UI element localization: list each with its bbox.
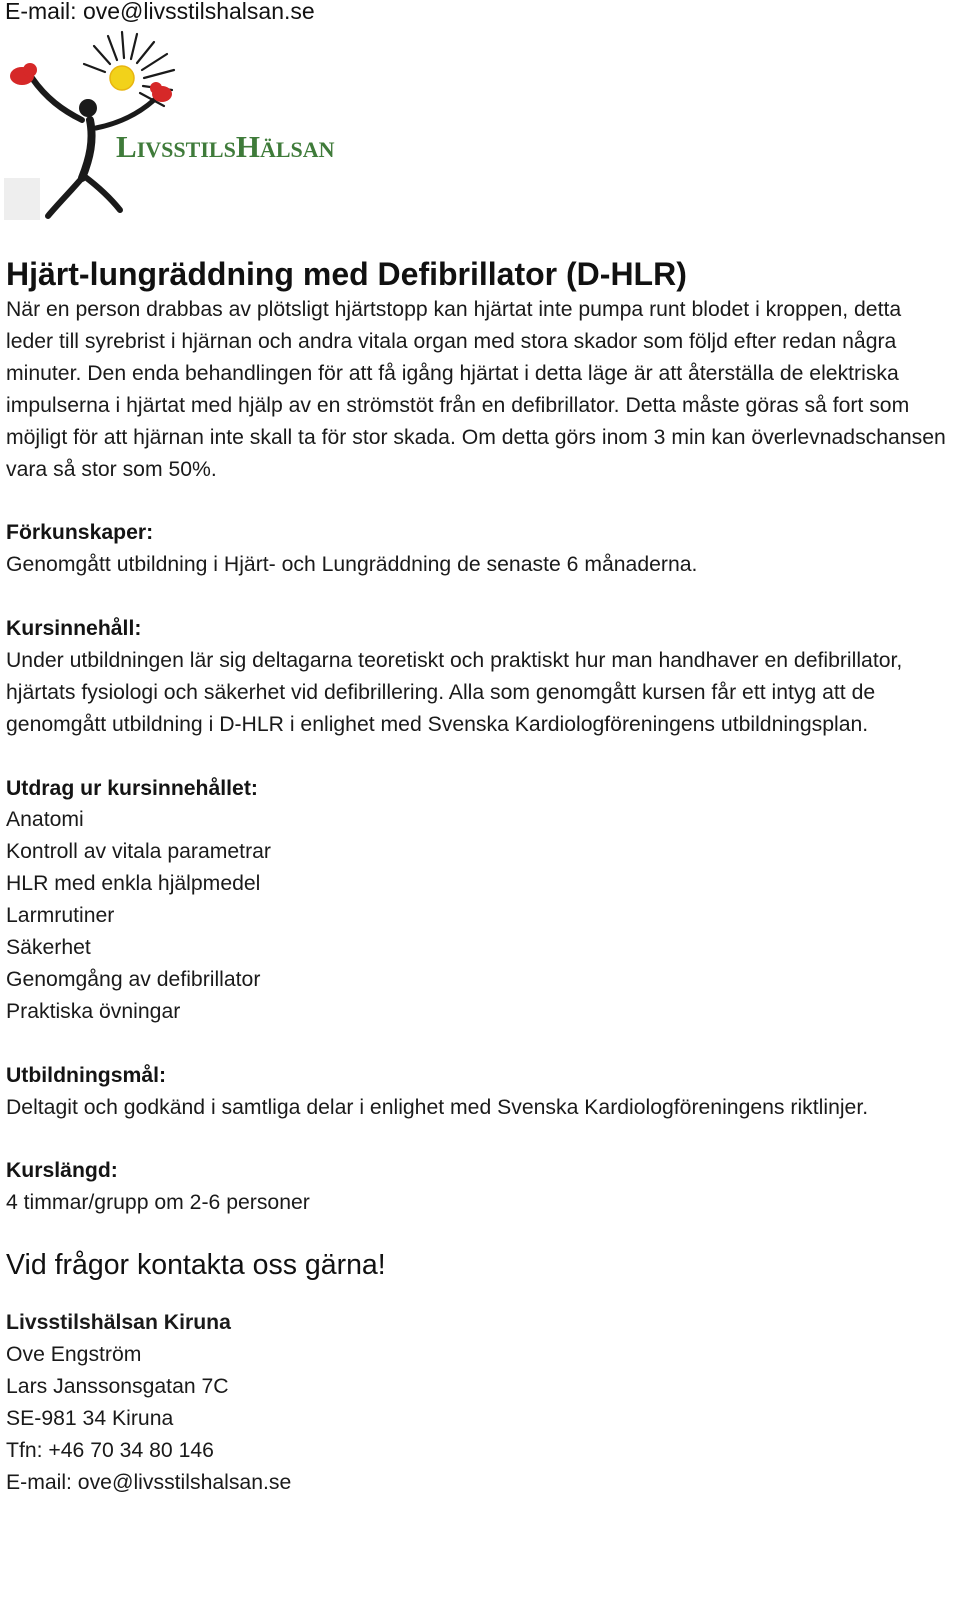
list-item: Säkerhet (6, 936, 91, 960)
contact-cta: Vid frågor kontakta oss gärna! (6, 1249, 386, 1282)
list-item: Genomgång av defibrillator (6, 967, 261, 991)
contact-email: E-mail: ove@livsstilshalsan.se (6, 1470, 292, 1494)
section-content (6, 613, 950, 741)
section-heading: Kursinnehåll: (6, 617, 142, 641)
section-extract (6, 773, 950, 1028)
section-heading: Förkunskaper: (6, 521, 154, 545)
section-heading: Utdrag ur kursinnehållet: (6, 776, 258, 800)
contact-postal: SE-981 34 Kiruna (6, 1406, 174, 1430)
brand-logo (4, 28, 444, 220)
section-heading: Kurslängd: (6, 1159, 118, 1183)
list-item: Kontroll av vitala parametrar (6, 840, 271, 864)
section-body: Deltagit och godkänd i samtliga delar i enlighet med Svenska Kardiologföreningens riktlinjer. (6, 1095, 869, 1119)
section-prereq (6, 517, 950, 581)
page-title: Hjärt-lungräddning med Defibrillator (D-HLR) (6, 256, 687, 292)
contact-person: Ove Engström (6, 1343, 142, 1367)
section-heading: Utbildningsmål: (6, 1063, 167, 1087)
document-body (6, 254, 950, 1499)
contact-phone: Tfn: +46 70 34 80 146 (6, 1438, 214, 1462)
section-body: Genomgått utbildning i Hjärt- och Lungräddning de senaste 6 månaderna. (6, 553, 698, 577)
section-goal (6, 1060, 950, 1124)
course-content-list (6, 804, 950, 1027)
brand-logo-text: LIVSSTILSHÄLSAN (116, 129, 335, 164)
section-body: Under utbildningen lär sig deltagarna teoretiskt och praktiskt hur man handhaver en defibrillator, hjärtats fysiologi och säkerhet vid defibrillering. Alla som genomgått kursen får ett intyg att de genomgått utbildning i D-HLR i enlighet med Svenska Kardiologföreningens utbildningsplan. (6, 648, 903, 736)
contact-org: Livsstilshälsan Kiruna (6, 1311, 231, 1335)
list-item: Praktiska övningar (6, 999, 181, 1023)
list-item: Larmrutiner (6, 904, 115, 928)
intro-paragraph: När en person drabbas av plötsligt hjärtstopp kan hjärtat inte pumpa runt blodet i kroppen, detta leder till syrebrist i hjärnan och andra vitala organ med stora skador som följd efter redan några minuter. Den enda behandlingen för att få igång hjärtat i detta läge är att återställa de elektriska impulserna i hjärtat med hjälp av en strömstöt från en defibrillator. Detta måste göras så fort som möjligt för att hjärnan inte skall ta för stor skada. Om detta görs inom 3 min kan överlevnadschansen vara så stor som 50%. (6, 298, 946, 481)
section-body: 4 timmar/grupp om 2-6 personer (6, 1191, 310, 1215)
contact-street: Lars Janssonsgatan 7C (6, 1375, 229, 1399)
list-item: Anatomi (6, 808, 84, 832)
section-length (6, 1155, 950, 1219)
stick-figure-sun-logo-icon (4, 28, 444, 220)
header-email: E-mail: ove@livsstilshalsan.se (5, 0, 315, 24)
list-item: HLR med enkla hjälpmedel (6, 872, 261, 896)
contact-block (6, 1307, 950, 1498)
